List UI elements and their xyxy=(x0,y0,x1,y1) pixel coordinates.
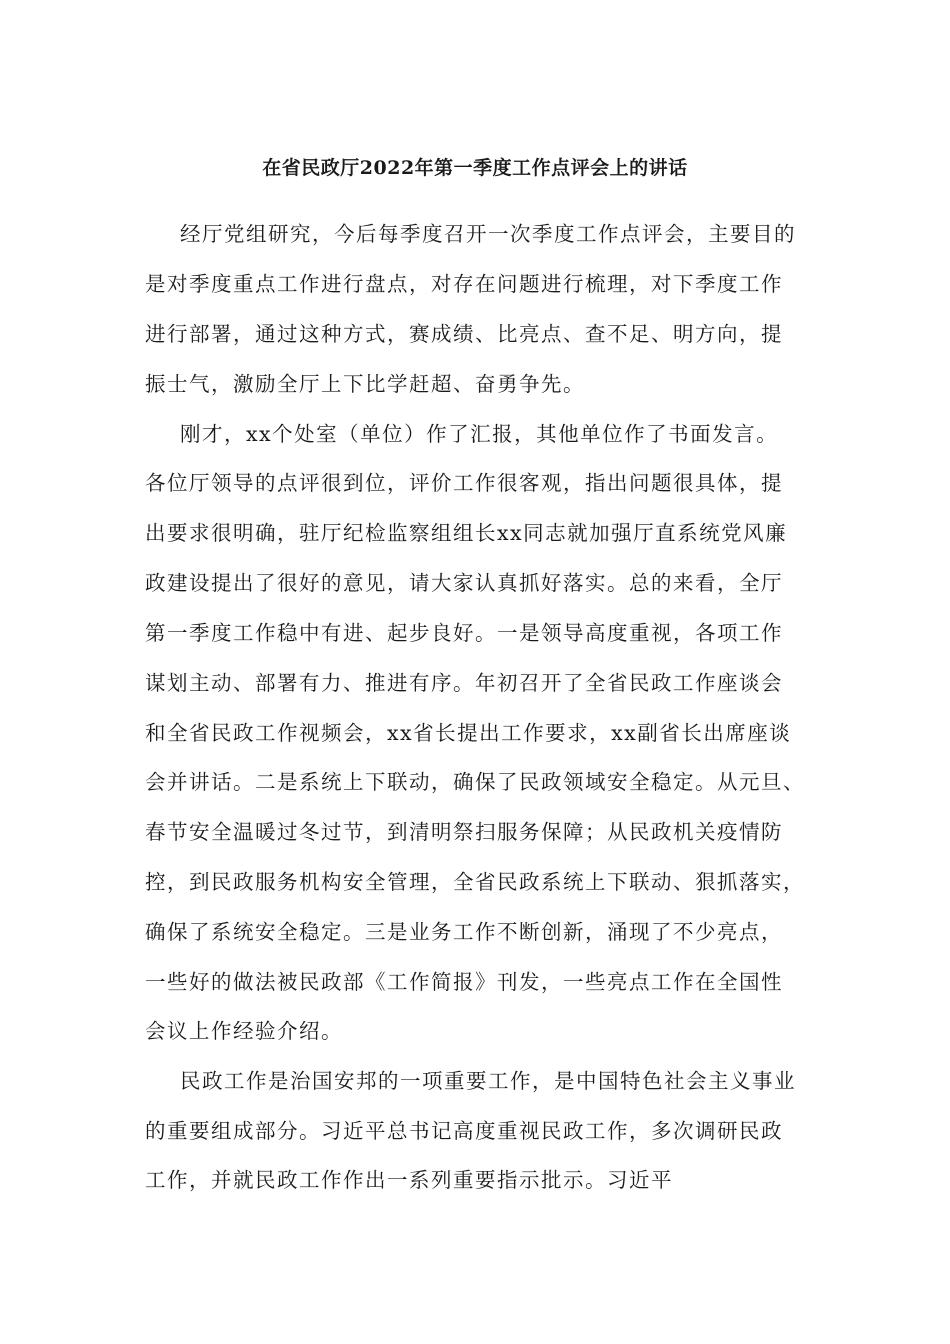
paragraph-line: 出要求很明确，驻厅纪检监察组组长xx同志就加强厅直系统党风廉 xyxy=(145,521,788,545)
paragraph-line: 一些好的做法被民政部《工作简报》刊发，一些亮点工作在全国性 xyxy=(145,970,783,994)
paragraph-line: 春节安全温暖过冬过节，到清明祭扫服务保障；从民政机关疫情防 xyxy=(145,820,783,844)
paragraph-line: 谋划主动、部署有力、推进有序。年初召开了全省民政工作座谈会 xyxy=(145,671,783,695)
paragraph-line: 工作，并就民政工作作出一系列重要指示批示。习近平 xyxy=(145,1168,673,1192)
paragraph-line: 刚才，xx个处室（单位）作了汇报，其他单位作了书面发言。 xyxy=(180,422,779,446)
paragraph-line: 政建设提出了很好的意见，请大家认真抓好落实。总的来看，全厅 xyxy=(145,571,783,595)
paragraph-line: 控，到民政服务机构安全管理，全省民政系统上下联动、狠抓落实， xyxy=(145,870,805,894)
paragraph-line: 经厅党组研究，今后每季度召开一次季度工作点评会，主要目的 xyxy=(180,222,796,246)
paragraph-line: 确保了系统安全稳定。三是业务工作不断创新，涌现了不少亮点， xyxy=(145,920,783,944)
document-title: 在省民政厅2022年第一季度工作点评会上的讲话 xyxy=(262,157,688,179)
paragraph-line: 各位厅领导的点评很到位，评价工作很客观，指出问题很具体，提 xyxy=(145,471,783,495)
paragraph-line: 第一季度工作稳中有进、起步良好。一是领导高度重视，各项工作 xyxy=(145,621,783,645)
paragraph-line: 和全省民政工作视频会，xx省长提出工作要求，xx副省长出席座谈 xyxy=(145,721,792,745)
paragraph-line: 振士气，激励全厅上下比学赶超、奋勇争先。 xyxy=(145,372,585,396)
paragraph-line: 民政工作是治国安邦的一项重要工作，是中国特色社会主义事业 xyxy=(180,1069,796,1093)
paragraph-line: 会并讲话。二是系统上下联动，确保了民政领域安全稳定。从元旦、 xyxy=(145,770,805,794)
paragraph-line: 是对季度重点工作进行盘点，对存在问题进行梳理，对下季度工作 xyxy=(145,272,783,296)
paragraph-line: 会议上作经验介绍。 xyxy=(145,1019,343,1043)
paragraph-line: 的重要组成部分。习近平总书记高度重视民政工作，多次调研民政 xyxy=(145,1119,783,1143)
paragraph-line: 进行部署，通过这种方式，赛成绩、比亮点、查不足、明方向，提 xyxy=(145,322,783,346)
